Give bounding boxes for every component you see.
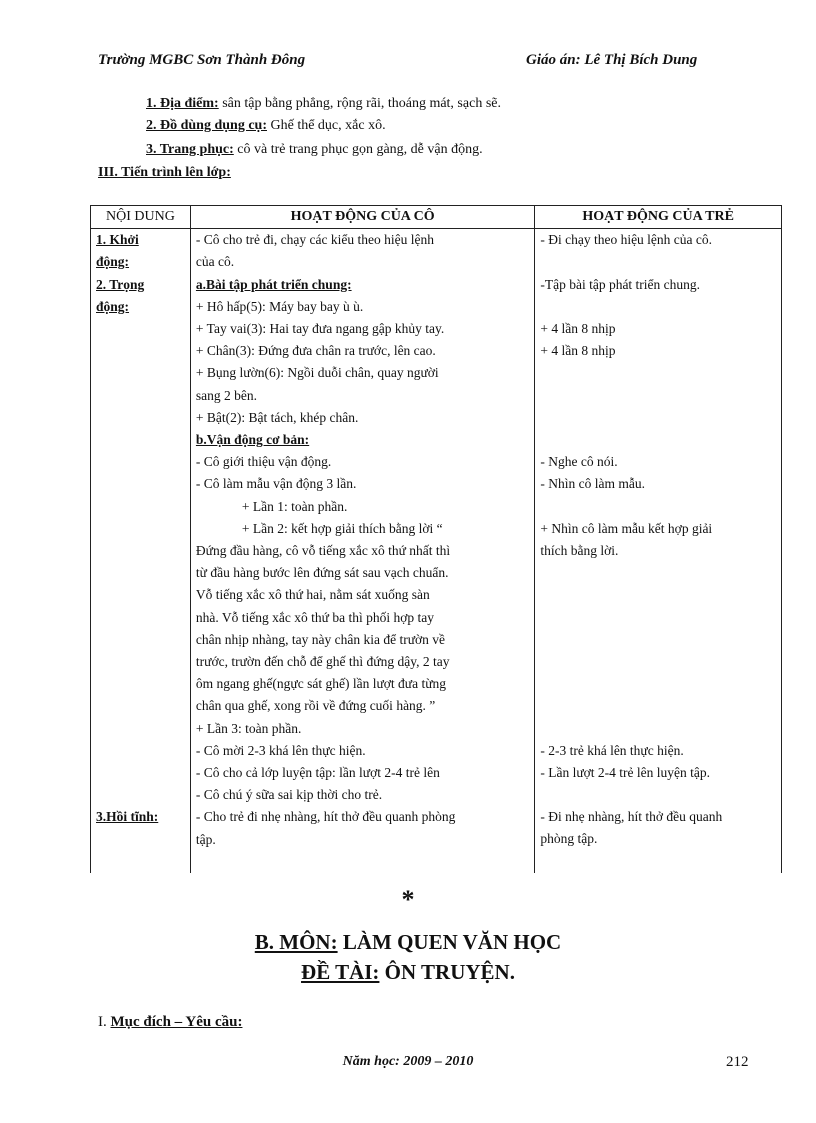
header-children: HOẠT ĐỘNG CỦA TRẺ xyxy=(535,206,782,229)
children-line: - Nghe cô nói. xyxy=(540,454,618,470)
children-line: - 2-3 trẻ khá lên thực hiện. xyxy=(540,742,684,758)
teacher-line: + Lần 2: kết hợp giải thích bằng lời “ xyxy=(241,520,443,536)
teacher-line: tập. xyxy=(195,831,216,847)
goals-label: Mục đích – Yêu cầu: xyxy=(110,1014,243,1030)
teacher-line: + Lần 1: toàn phần. xyxy=(241,498,348,514)
teacher-line: Vỗ tiếng xắc xô thứ hai, nằm sát xuống sàn xyxy=(195,587,430,603)
subject-title xyxy=(0,930,816,955)
outfit-text: cô và trẻ trang phục gọn gàng, dễ vận động. xyxy=(233,142,483,157)
subject-prefix: B. MÔN: xyxy=(254,930,338,954)
page-number: 212 xyxy=(726,1054,749,1070)
teacher-line: + Bật(2): Bật tách, khép chân. xyxy=(195,409,359,425)
teacher-line: + Bụng lườn(6): Ngồi duỗi chân, quay người xyxy=(195,365,439,381)
section-title: III. Tiến trình lên lớp: xyxy=(98,165,231,180)
teacher-line: của cô. xyxy=(195,254,235,270)
teacher-line: - Cô giới thiệu vận động. xyxy=(195,454,332,470)
children-line: thích bằng lời. xyxy=(540,542,619,558)
teacher-line: ôm ngang ghế(ngực sát ghế) lần lượt đưa từng xyxy=(195,676,447,692)
children-line: - Đi nhẹ nhàng, hít thở đều quanh xyxy=(540,809,723,825)
lesson-table xyxy=(90,205,782,873)
tools-text: Ghế thể dục, xắc xô. xyxy=(267,118,386,133)
children-line: - Lần lượt 2-4 trẻ lên luyện tập. xyxy=(540,764,710,780)
teacher-line: - Cô cho cả lớp luyện tập: lần lượt 2-4 trẻ lên xyxy=(195,765,440,781)
section-warmup-2: động: xyxy=(96,254,130,270)
subject-name: LÀM QUEN VĂN HỌC xyxy=(337,930,562,954)
teacher-line: sang 2 bên. xyxy=(195,387,258,403)
content-cell xyxy=(91,229,191,873)
section-main-1: 2. Trọng xyxy=(96,276,145,292)
teacher-line: chân nhịp nhàng, tay này chân kia để trườn về xyxy=(195,631,446,647)
header-school: Trường MGBC Sơn Thành Đông xyxy=(98,52,306,68)
topic-name: ÔN TRUYỆN. xyxy=(379,960,515,984)
teacher-line: - Cho trẻ đi nhẹ nhàng, hít thở đều quanh phòng xyxy=(195,809,456,825)
place-text: sân tập bằng phẳng, rộng rãi, thoáng mát, sạch sẽ. xyxy=(218,96,501,111)
teacher-line: nhà. Vỗ tiếng xắc xô thứ ba thì phối hợp tay xyxy=(195,609,434,625)
prep-place xyxy=(146,96,501,112)
teacher-line: - Cô cho trẻ đi, chạy các kiểu theo hiệu lệnh xyxy=(195,232,434,248)
footer-year: Năm học: 2009 – 2010 xyxy=(342,1054,474,1069)
teacher-line: chân qua ghế, xong rồi về đứng cuối hàng. ” xyxy=(195,698,436,714)
children-line: - Đi chạy theo hiệu lệnh của cô. xyxy=(540,232,713,248)
children-line: -Tập bài tập phát triển chung. xyxy=(540,276,701,292)
children-line: + 4 lần 8 nhịp xyxy=(540,343,616,359)
goals-num: I. xyxy=(98,1014,111,1030)
teacher-line: - Cô làm mẫu vận động 3 lần. xyxy=(195,476,357,492)
teacher-line: + Chân(3): Đứng đưa chân ra trước, lên cao. xyxy=(195,343,436,359)
place-label: 1. Địa điểm: xyxy=(146,96,219,111)
header-teacher: HOẠT ĐỘNG CỦA CÔ xyxy=(190,206,534,229)
teacher-line: + Hô hấp(5): Máy bay bay ù ù. xyxy=(195,298,364,314)
table-header-row xyxy=(91,206,782,229)
table-row xyxy=(91,229,782,873)
separator-asterisk: * xyxy=(401,885,415,914)
children-cell xyxy=(535,229,782,873)
topic-prefix: ĐỀ TÀI: xyxy=(301,960,380,984)
goals-heading xyxy=(98,1014,242,1031)
teacher-cell xyxy=(190,229,534,873)
teacher-line: - Cô mời 2-3 khá lên thực hiện. xyxy=(195,742,366,758)
topic-title xyxy=(0,960,816,985)
children-line: + Nhìn cô làm mẫu kết hợp giải xyxy=(540,520,713,536)
children-line: + 4 lần 8 nhịp xyxy=(540,320,616,336)
teacher-line: trước, trườn đến chỗ để ghế thì đứng dậy, 2 tay xyxy=(195,654,450,670)
teacher-line: - Cô chú ý sữa sai kịp thời cho trẻ. xyxy=(195,787,383,803)
tools-label: 2. Đồ dùng dụng cụ: xyxy=(146,118,267,133)
children-line: - Nhìn cô làm mẫu. xyxy=(540,476,645,492)
teacher-line: + Lần 3: toàn phần. xyxy=(195,720,302,736)
section-warmup-1: 1. Khởi xyxy=(96,232,139,248)
section-main-2: động: xyxy=(96,298,130,314)
header-author: Giáo án: Lê Thị Bích Dung xyxy=(526,52,698,68)
outfit-label: 3. Trang phục: xyxy=(146,142,234,157)
teacher-line: Đứng đầu hàng, cô vỗ tiếng xắc xô thứ nhất thì xyxy=(195,543,451,559)
subheading-basic-movement: b.Vận động cơ bản: xyxy=(195,432,310,448)
section-cooldown: 3.Hồi tĩnh: xyxy=(96,809,159,825)
teacher-line: + Tay vai(3): Hai tay đưa ngang gập khủy tay. xyxy=(195,321,445,337)
header-content: NỘI DUNG xyxy=(91,206,191,229)
prep-outfit xyxy=(146,142,483,158)
prep-tools xyxy=(146,118,386,134)
teacher-line: từ đầu hàng bước lên đứng sát sau vạch chuẩn. xyxy=(195,565,449,581)
subheading-general-exercise: a.Bài tập phát triển chung: xyxy=(195,276,352,292)
children-line: phòng tập. xyxy=(540,831,598,847)
